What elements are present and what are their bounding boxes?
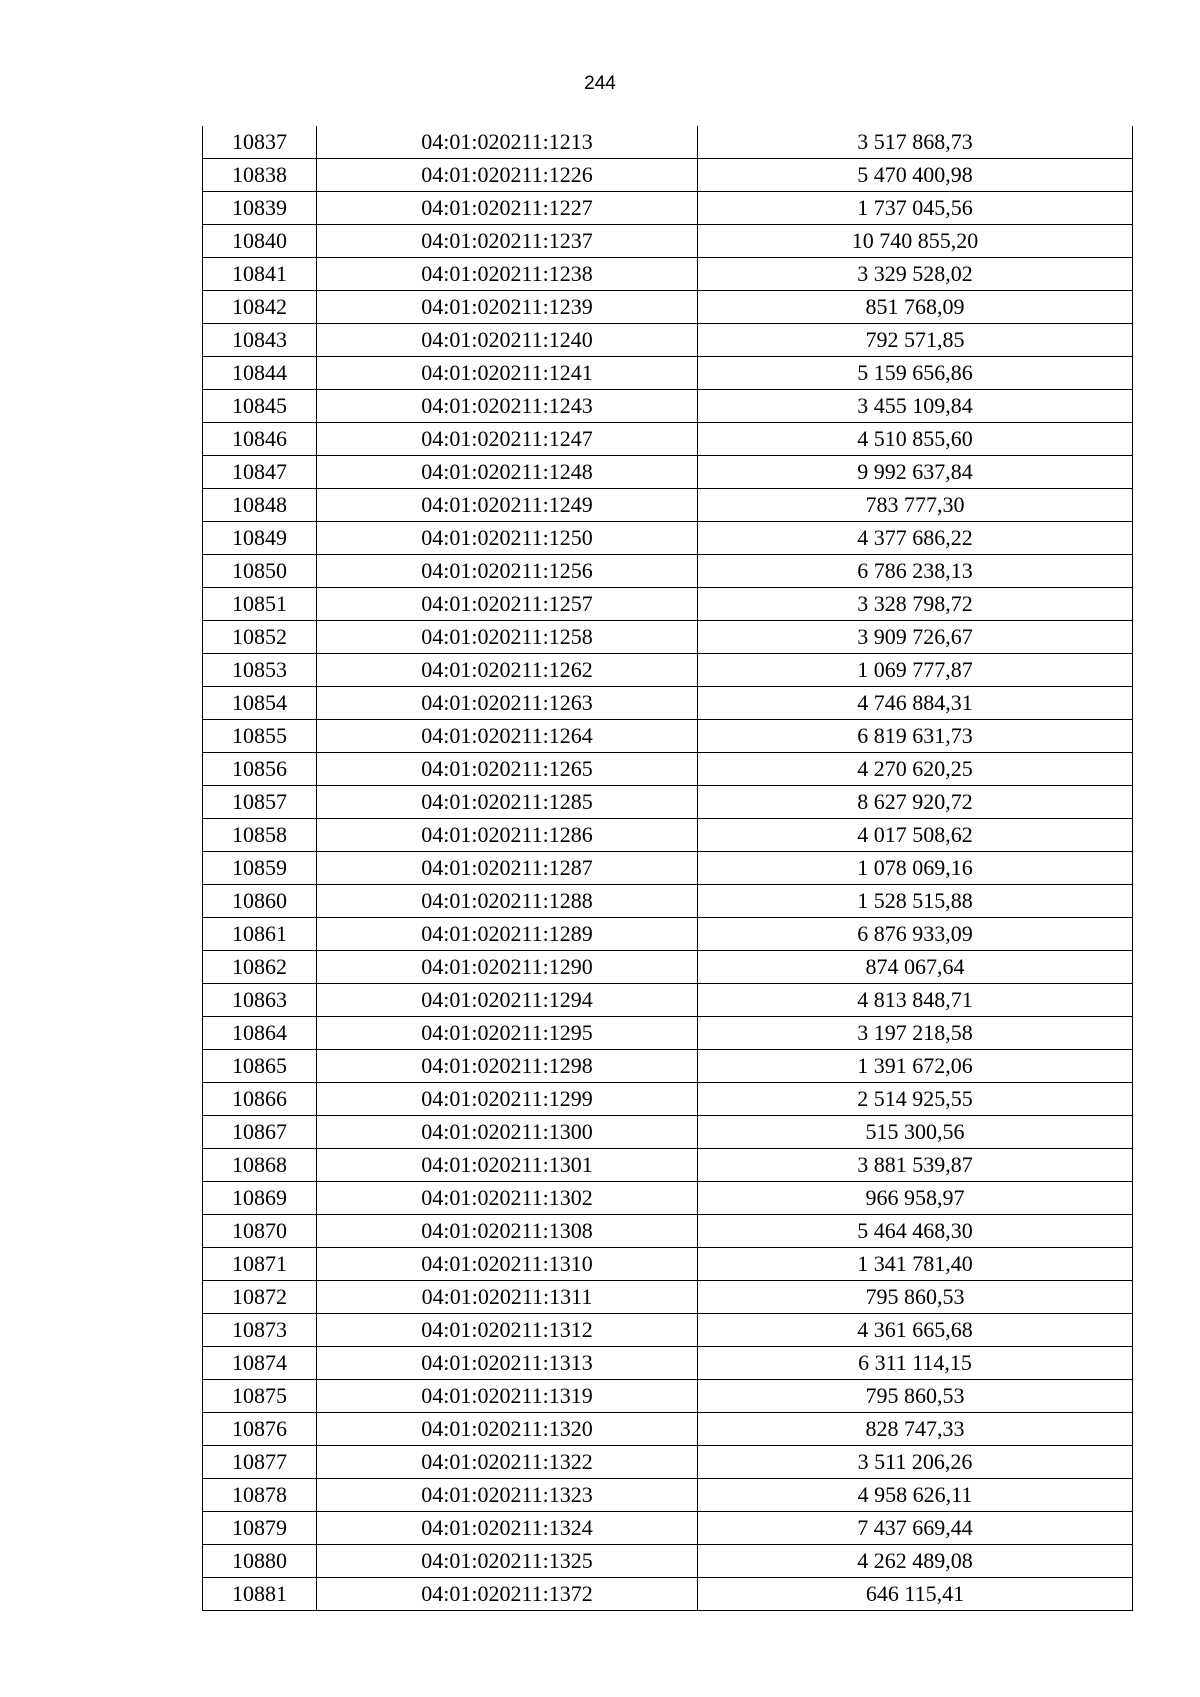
value-cell: 7 437 669,44 <box>698 1512 1133 1545</box>
table-row <box>203 1083 1133 1116</box>
table-row <box>203 324 1133 357</box>
table-row <box>203 1314 1133 1347</box>
row-number-cell: 10869 <box>203 1182 317 1215</box>
row-number-cell: 10847 <box>203 456 317 489</box>
value-cell: 1 078 069,16 <box>698 852 1133 885</box>
value-cell: 4 270 620,25 <box>698 753 1133 786</box>
cadastral-number-cell: 04:01:020211:1257 <box>317 588 698 621</box>
row-number-cell: 10852 <box>203 621 317 654</box>
value-cell: 4 958 626,11 <box>698 1479 1133 1512</box>
page-number: 244 <box>584 73 616 94</box>
row-number-cell: 10842 <box>203 291 317 324</box>
table-row <box>203 1578 1133 1611</box>
cadastral-number-cell: 04:01:020211:1238 <box>317 258 698 291</box>
value-cell: 515 300,56 <box>698 1116 1133 1149</box>
table-row <box>203 1215 1133 1248</box>
table-row <box>203 1347 1133 1380</box>
value-cell: 851 768,09 <box>698 291 1133 324</box>
cadastral-number-cell: 04:01:020211:1287 <box>317 852 698 885</box>
value-cell: 3 329 528,02 <box>698 258 1133 291</box>
table-row <box>203 720 1133 753</box>
cadastral-number-cell: 04:01:020211:1227 <box>317 192 698 225</box>
cadastral-number-cell: 04:01:020211:1264 <box>317 720 698 753</box>
row-number-cell: 10855 <box>203 720 317 753</box>
value-cell: 8 627 920,72 <box>698 786 1133 819</box>
row-number-cell: 10878 <box>203 1479 317 1512</box>
cadastral-number-cell: 04:01:020211:1301 <box>317 1149 698 1182</box>
row-number-cell: 10868 <box>203 1149 317 1182</box>
table-row <box>203 1017 1133 1050</box>
cadastral-number-cell: 04:01:020211:1319 <box>317 1380 698 1413</box>
table-row <box>203 687 1133 720</box>
value-cell: 10 740 855,20 <box>698 225 1133 258</box>
value-cell: 3 517 868,73 <box>698 126 1133 159</box>
table-row <box>203 1512 1133 1545</box>
row-number-cell: 10850 <box>203 555 317 588</box>
table-row <box>203 1050 1133 1083</box>
row-number-cell: 10876 <box>203 1413 317 1446</box>
table-row <box>203 192 1133 225</box>
row-number-cell: 10866 <box>203 1083 317 1116</box>
table-row <box>203 1248 1133 1281</box>
cadastral-number-cell: 04:01:020211:1249 <box>317 489 698 522</box>
cadastral-number-cell: 04:01:020211:1310 <box>317 1248 698 1281</box>
cadastral-number-cell: 04:01:020211:1320 <box>317 1413 698 1446</box>
row-number-cell: 10861 <box>203 918 317 951</box>
value-cell: 5 464 468,30 <box>698 1215 1133 1248</box>
row-number-cell: 10856 <box>203 753 317 786</box>
value-cell: 3 455 109,84 <box>698 390 1133 423</box>
cadastral-number-cell: 04:01:020211:1295 <box>317 1017 698 1050</box>
row-number-cell: 10864 <box>203 1017 317 1050</box>
cadastral-number-cell: 04:01:020211:1299 <box>317 1083 698 1116</box>
cadastral-number-cell: 04:01:020211:1312 <box>317 1314 698 1347</box>
value-cell: 6 819 631,73 <box>698 720 1133 753</box>
table-row <box>203 291 1133 324</box>
row-number-cell: 10851 <box>203 588 317 621</box>
row-number-cell: 10881 <box>203 1578 317 1611</box>
table-row <box>203 951 1133 984</box>
row-number-cell: 10871 <box>203 1248 317 1281</box>
data-table <box>202 126 1133 1611</box>
value-cell: 4 262 489,08 <box>698 1545 1133 1578</box>
cadastral-number-cell: 04:01:020211:1241 <box>317 357 698 390</box>
row-number-cell: 10879 <box>203 1512 317 1545</box>
row-number-cell: 10838 <box>203 159 317 192</box>
cadastral-number-cell: 04:01:020211:1265 <box>317 753 698 786</box>
row-number-cell: 10874 <box>203 1347 317 1380</box>
row-number-cell: 10859 <box>203 852 317 885</box>
value-cell: 783 777,30 <box>698 489 1133 522</box>
table-row <box>203 1479 1133 1512</box>
row-number-cell: 10873 <box>203 1314 317 1347</box>
table-row <box>203 654 1133 687</box>
cadastral-number-cell: 04:01:020211:1262 <box>317 654 698 687</box>
value-cell: 874 067,64 <box>698 951 1133 984</box>
cadastral-number-cell: 04:01:020211:1313 <box>317 1347 698 1380</box>
cadastral-number-cell: 04:01:020211:1372 <box>317 1578 698 1611</box>
cadastral-number-cell: 04:01:020211:1298 <box>317 1050 698 1083</box>
row-number-cell: 10853 <box>203 654 317 687</box>
row-number-cell: 10865 <box>203 1050 317 1083</box>
value-cell: 828 747,33 <box>698 1413 1133 1446</box>
cadastral-number-cell: 04:01:020211:1325 <box>317 1545 698 1578</box>
row-number-cell: 10875 <box>203 1380 317 1413</box>
table-row <box>203 1545 1133 1578</box>
table-body <box>203 126 1133 1611</box>
value-cell: 4 510 855,60 <box>698 423 1133 456</box>
value-cell: 6 876 933,09 <box>698 918 1133 951</box>
table-row <box>203 1380 1133 1413</box>
row-number-cell: 10841 <box>203 258 317 291</box>
cadastral-number-cell: 04:01:020211:1308 <box>317 1215 698 1248</box>
table-row <box>203 885 1133 918</box>
value-cell: 1 737 045,56 <box>698 192 1133 225</box>
cadastral-number-cell: 04:01:020211:1323 <box>317 1479 698 1512</box>
row-number-cell: 10872 <box>203 1281 317 1314</box>
table-row <box>203 621 1133 654</box>
table-row <box>203 819 1133 852</box>
cadastral-number-cell: 04:01:020211:1294 <box>317 984 698 1017</box>
cadastral-number-cell: 04:01:020211:1247 <box>317 423 698 456</box>
table-row <box>203 1182 1133 1215</box>
cadastral-number-cell: 04:01:020211:1285 <box>317 786 698 819</box>
value-cell: 3 328 798,72 <box>698 588 1133 621</box>
value-cell: 9 992 637,84 <box>698 456 1133 489</box>
value-cell: 4 017 508,62 <box>698 819 1133 852</box>
cadastral-number-cell: 04:01:020211:1237 <box>317 225 698 258</box>
cadastral-number-cell: 04:01:020211:1248 <box>317 456 698 489</box>
cadastral-number-cell: 04:01:020211:1240 <box>317 324 698 357</box>
table-row <box>203 1116 1133 1149</box>
row-number-cell: 10863 <box>203 984 317 1017</box>
value-cell: 795 860,53 <box>698 1380 1133 1413</box>
table-row <box>203 489 1133 522</box>
value-cell: 4 377 686,22 <box>698 522 1133 555</box>
cadastral-number-cell: 04:01:020211:1302 <box>317 1182 698 1215</box>
value-cell: 2 514 925,55 <box>698 1083 1133 1116</box>
table-row <box>203 159 1133 192</box>
table-row <box>203 258 1133 291</box>
table-row <box>203 984 1133 1017</box>
row-number-cell: 10843 <box>203 324 317 357</box>
value-cell: 6 786 238,13 <box>698 555 1133 588</box>
row-number-cell: 10840 <box>203 225 317 258</box>
data-table-container <box>202 126 1132 1611</box>
table-row <box>203 1446 1133 1479</box>
table-row <box>203 918 1133 951</box>
cadastral-number-cell: 04:01:020211:1289 <box>317 918 698 951</box>
value-cell: 1 528 515,88 <box>698 885 1133 918</box>
table-row <box>203 1149 1133 1182</box>
row-number-cell: 10844 <box>203 357 317 390</box>
row-number-cell: 10877 <box>203 1446 317 1479</box>
cadastral-number-cell: 04:01:020211:1243 <box>317 390 698 423</box>
value-cell: 1 069 777,87 <box>698 654 1133 687</box>
value-cell: 966 958,97 <box>698 1182 1133 1215</box>
value-cell: 5 159 656,86 <box>698 357 1133 390</box>
table-row <box>203 423 1133 456</box>
cadastral-number-cell: 04:01:020211:1311 <box>317 1281 698 1314</box>
cadastral-number-cell: 04:01:020211:1256 <box>317 555 698 588</box>
cadastral-number-cell: 04:01:020211:1250 <box>317 522 698 555</box>
value-cell: 1 391 672,06 <box>698 1050 1133 1083</box>
row-number-cell: 10857 <box>203 786 317 819</box>
value-cell: 795 860,53 <box>698 1281 1133 1314</box>
row-number-cell: 10845 <box>203 390 317 423</box>
row-number-cell: 10862 <box>203 951 317 984</box>
value-cell: 3 511 206,26 <box>698 1446 1133 1479</box>
value-cell: 4 746 884,31 <box>698 687 1133 720</box>
table-row <box>203 390 1133 423</box>
row-number-cell: 10860 <box>203 885 317 918</box>
row-number-cell: 10848 <box>203 489 317 522</box>
table-row <box>203 588 1133 621</box>
table-row <box>203 786 1133 819</box>
row-number-cell: 10846 <box>203 423 317 456</box>
cadastral-number-cell: 04:01:020211:1290 <box>317 951 698 984</box>
cadastral-number-cell: 04:01:020211:1300 <box>317 1116 698 1149</box>
cadastral-number-cell: 04:01:020211:1322 <box>317 1446 698 1479</box>
table-row <box>203 357 1133 390</box>
table-row <box>203 555 1133 588</box>
cadastral-number-cell: 04:01:020211:1286 <box>317 819 698 852</box>
table-row <box>203 456 1133 489</box>
cadastral-number-cell: 04:01:020211:1324 <box>317 1512 698 1545</box>
row-number-cell: 10880 <box>203 1545 317 1578</box>
row-number-cell: 10837 <box>203 126 317 159</box>
value-cell: 3 197 218,58 <box>698 1017 1133 1050</box>
value-cell: 3 881 539,87 <box>698 1149 1133 1182</box>
row-number-cell: 10849 <box>203 522 317 555</box>
cadastral-number-cell: 04:01:020211:1213 <box>317 126 698 159</box>
table-row <box>203 852 1133 885</box>
table-row <box>203 522 1133 555</box>
table-row <box>203 753 1133 786</box>
value-cell: 646 115,41 <box>698 1578 1133 1611</box>
row-number-cell: 10858 <box>203 819 317 852</box>
cadastral-number-cell: 04:01:020211:1226 <box>317 159 698 192</box>
table-row <box>203 1281 1133 1314</box>
value-cell: 4 813 848,71 <box>698 984 1133 1017</box>
value-cell: 3 909 726,67 <box>698 621 1133 654</box>
value-cell: 4 361 665,68 <box>698 1314 1133 1347</box>
row-number-cell: 10870 <box>203 1215 317 1248</box>
value-cell: 1 341 781,40 <box>698 1248 1133 1281</box>
row-number-cell: 10839 <box>203 192 317 225</box>
cadastral-number-cell: 04:01:020211:1263 <box>317 687 698 720</box>
value-cell: 6 311 114,15 <box>698 1347 1133 1380</box>
cadastral-number-cell: 04:01:020211:1258 <box>317 621 698 654</box>
table-row <box>203 126 1133 159</box>
row-number-cell: 10867 <box>203 1116 317 1149</box>
cadastral-number-cell: 04:01:020211:1288 <box>317 885 698 918</box>
table-row <box>203 225 1133 258</box>
value-cell: 5 470 400,98 <box>698 159 1133 192</box>
row-number-cell: 10854 <box>203 687 317 720</box>
value-cell: 792 571,85 <box>698 324 1133 357</box>
cadastral-number-cell: 04:01:020211:1239 <box>317 291 698 324</box>
table-row <box>203 1413 1133 1446</box>
